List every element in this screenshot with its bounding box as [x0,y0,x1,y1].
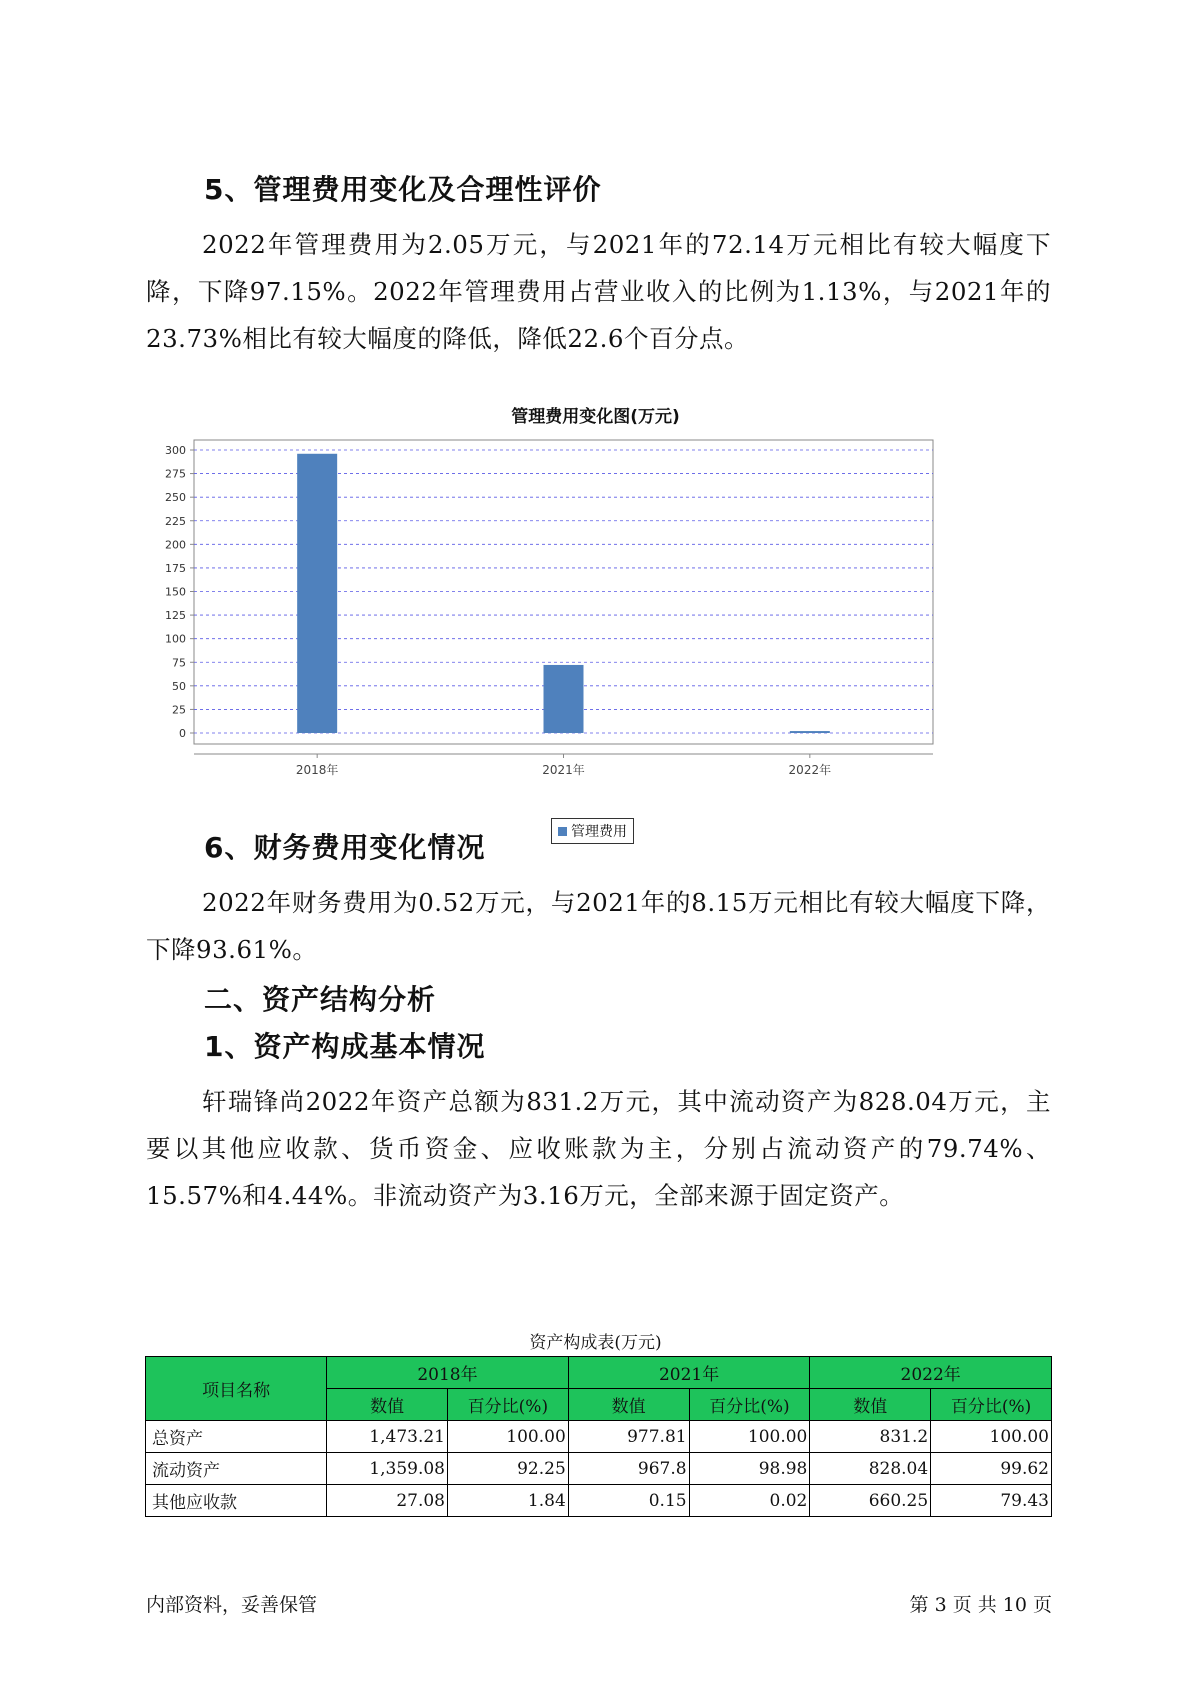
management-expense-chart [150,440,950,777]
cell-value: 660.25 [810,1485,931,1517]
header-value: 数值 [568,1389,689,1421]
y-tick-label: 125 [165,609,186,623]
chart-title: 管理费用变化图(万元) [511,407,680,427]
section5-heading: 5、管理费用变化及合理性评价 [204,173,602,206]
header-year: 2022年 [810,1357,1052,1389]
header-percent: 百分比(%) [689,1389,810,1421]
bar [297,454,337,733]
chart-legend [551,818,634,844]
cell-value: 967.8 [568,1453,689,1485]
table-caption: 资产构成表(万元) [529,1333,662,1353]
table-row [146,1485,1052,1517]
y-tick-label: 250 [165,491,186,505]
footer-page-number: 第 3 页 共 10 页 [909,1594,1052,1616]
cell-percent: 1.84 [447,1485,568,1517]
y-tick-label: 0 [179,727,186,740]
y-tick-label: 175 [165,561,186,575]
y-tick-label: 25 [172,703,186,717]
y-tick-label: 225 [165,514,186,528]
cell-percent: 92.25 [447,1453,568,1485]
cell-value: 831.2 [810,1421,931,1453]
part2-heading: 二、资产结构分析 [204,983,437,1016]
y-tick-label: 200 [165,538,186,552]
section1-heading: 1、资产构成基本情况 [204,1030,486,1063]
header-value: 数值 [810,1389,931,1421]
legend-swatch [558,827,567,836]
cell-value: 27.08 [327,1485,448,1517]
y-tick-label: 150 [165,585,186,599]
table-row [146,1421,1052,1453]
cell-percent: 0.02 [689,1485,810,1517]
table-row [146,1453,1052,1485]
y-tick-label: 275 [165,467,186,481]
cell-value: 1,359.08 [327,1453,448,1485]
y-tick-label: 50 [172,679,186,693]
y-tick-label: 75 [172,656,186,670]
y-tick-label: 300 [165,444,186,457]
cell-percent: 98.98 [689,1453,810,1485]
cell-percent: 100.00 [931,1421,1052,1453]
header-year: 2018年 [327,1357,569,1389]
section1-paragraph: 轩瑞锋尚2022年资产总额为831.2万元，其中流动资产为828.04万元，主要以其他应收款、货币资金、应收账款为主，分别占流动资产的79.74%、15.57%和4.44%。非流动资产为3.16万元，全部来源于固定资产。 [146,1087,1051,1210]
asset-composition-table [145,1356,1052,1517]
x-tick-label: 2018年 [295,763,339,777]
section6-heading: 6、财务费用变化情况 [204,831,486,864]
header-item-name: 项目名称 [146,1357,327,1421]
cell-value: 0.15 [568,1485,689,1517]
header-value: 数值 [327,1389,448,1421]
row-name: 其他应收款 [146,1485,327,1517]
section5-paragraph: 2022年管理费用为2.05万元，与2021年的72.14万元相比有较大幅度下降，下降97.15%。2022年管理费用占营业收入的比例为1.13%，与2021年的23.73%相比有较大幅度的降低，降低22.6个百分点。 [146,230,1051,353]
row-name: 流动资产 [146,1453,327,1485]
cell-value: 1,473.21 [327,1421,448,1453]
cell-value: 977.81 [568,1421,689,1453]
header-year: 2021年 [568,1357,810,1389]
header-percent: 百分比(%) [447,1389,568,1421]
row-name: 总资产 [146,1421,327,1453]
legend-label: 管理费用 [571,824,627,840]
cell-percent: 79.43 [931,1485,1052,1517]
cell-percent: 100.00 [689,1421,810,1453]
bar [544,665,584,733]
footer-confidential: 内部资料，妥善保管 [146,1594,318,1616]
y-tick-label: 100 [165,632,186,646]
x-tick-label: 2022年 [788,763,832,777]
x-tick-label: 2021年 [542,763,585,777]
bar [790,731,830,733]
cell-value: 828.04 [810,1453,931,1485]
cell-percent: 99.62 [931,1453,1052,1485]
cell-percent: 100.00 [447,1421,568,1453]
section6-paragraph: 2022年财务费用为0.52万元，与2021年的8.15万元相比有较大幅度下降，下降93.61%。 [146,888,1051,964]
header-percent: 百分比(%) [931,1389,1052,1421]
